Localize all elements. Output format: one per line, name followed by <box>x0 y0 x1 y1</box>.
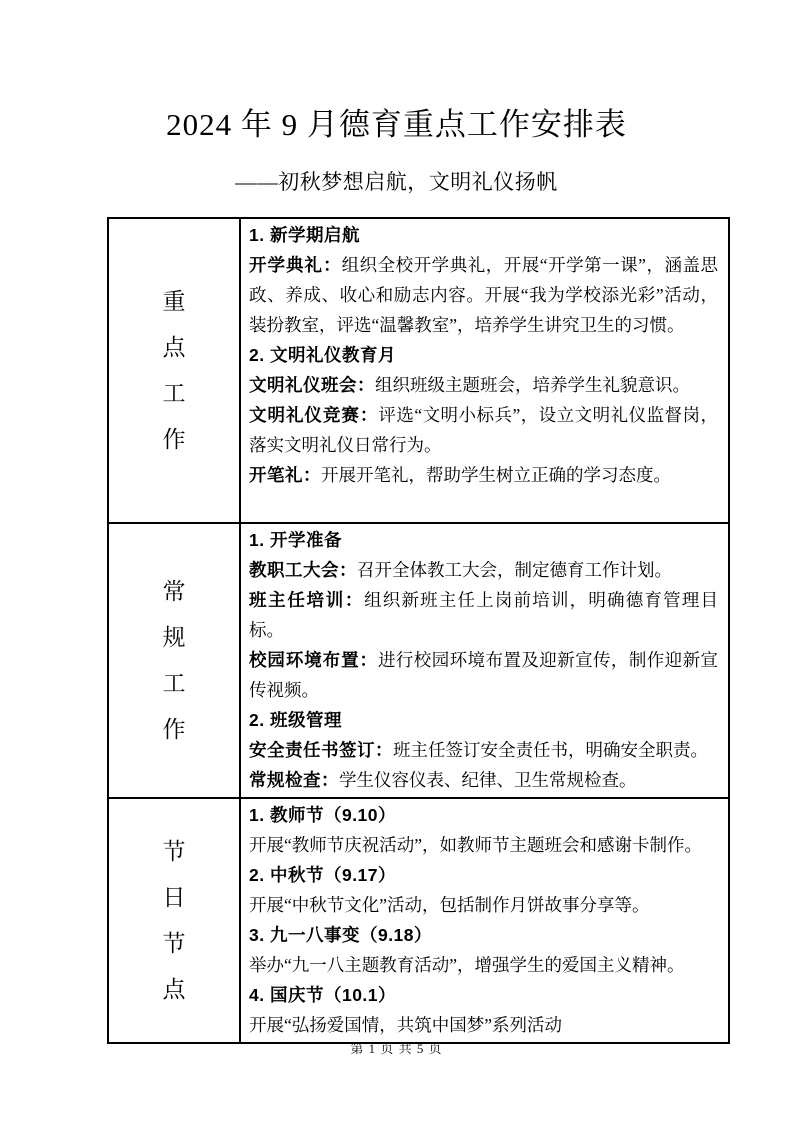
item-lead: 教职工大会： <box>249 560 357 580</box>
item-lead: 班主任培训： <box>249 590 365 610</box>
item-text: 进行校园环境布置及迎新宣传，制作迎新宣传视频。 <box>249 650 719 700</box>
item-paragraph <box>249 645 718 705</box>
item-text: 举办“九一八主题教育活动”，增强学生的爱国主义精神。 <box>249 955 685 975</box>
row-label-char: 点 <box>162 335 186 360</box>
row-label-regular-work <box>108 523 240 798</box>
item-paragraph <box>249 400 718 460</box>
page-footer: 第 1 页 共 5 页 <box>350 1041 443 1056</box>
row-label-stack <box>110 579 238 742</box>
row-content-key-work <box>240 218 729 523</box>
row-label-char: 重 <box>162 289 186 314</box>
row-label-char: 工 <box>162 671 186 696</box>
item-paragraph <box>249 585 718 645</box>
item-lead: 文明礼仪班会： <box>249 375 375 395</box>
item-paragraph <box>249 250 718 340</box>
row-label-char: 节 <box>162 839 186 864</box>
table-row-regular-work <box>108 523 729 798</box>
item-paragraph <box>249 460 718 490</box>
row-label-char: 作 <box>162 717 186 742</box>
item-text: 评选“文明小标兵”，设立文明礼仪监督岗，落实文明礼仪日常行为。 <box>249 405 718 455</box>
item-heading: 1. 开学准备 <box>249 530 342 550</box>
item-paragraph <box>249 735 718 765</box>
item-lead: 开学典礼： <box>249 255 342 275</box>
row-label-festival-nodes <box>108 798 240 1043</box>
item-text: 开展开笔礼，帮助学生树立正确的学习态度。 <box>321 465 671 485</box>
item-paragraph <box>249 1010 718 1040</box>
item-text: 组织班级主题班会，培养学生礼貌意识。 <box>375 375 690 395</box>
work-schedule-table <box>107 217 730 1044</box>
item-lead: 常规检查： <box>249 770 339 790</box>
row-label-char: 节 <box>162 931 186 956</box>
row-label-char: 规 <box>162 625 186 650</box>
item-heading: 3. 九一八事变（9.18） <box>249 925 433 945</box>
work-table-body <box>108 218 729 1043</box>
item-text: 开展“教师节庆祝活动”，如教师节主题班会和感谢卡制作。 <box>249 835 703 855</box>
item-lead: 开笔礼： <box>249 465 321 485</box>
item-lead: 安全责任书签订： <box>249 740 393 760</box>
item-paragraph <box>249 370 718 400</box>
row-label-stack <box>110 289 238 452</box>
row-label-char: 点 <box>162 977 186 1002</box>
item-heading: 1. 新学期启航 <box>249 225 360 245</box>
item-heading: 2. 文明礼仪教育月 <box>249 345 396 365</box>
item-text: 召开全体教工大会，制定德育工作计划。 <box>357 560 672 580</box>
row-label-char: 日 <box>162 885 186 910</box>
item-paragraph <box>249 950 718 980</box>
page-title: 2024 年 9 月德育重点工作安排表 <box>166 107 627 142</box>
item-heading: 2. 中秋节（9.17） <box>249 865 397 885</box>
item-heading: 1. 教师节（9.10） <box>249 805 397 825</box>
item-lead: 文明礼仪竞赛： <box>249 405 379 425</box>
row-label-char: 工 <box>162 381 186 406</box>
row-label-stack <box>110 839 238 1002</box>
item-lead: 校园环境布置： <box>249 650 378 670</box>
table-row-key-work <box>108 218 729 523</box>
item-text: 开展“中秋节文化”活动，包括制作月饼故事分享等。 <box>249 895 650 915</box>
item-text: 班主任签订安全责任书，明确安全职责。 <box>393 740 708 760</box>
row-content-festival-nodes <box>240 798 729 1043</box>
table-row-festival-nodes <box>108 798 729 1043</box>
item-paragraph <box>249 765 718 795</box>
item-heading: 2. 班级管理 <box>249 710 342 730</box>
item-text: 组织新班主任上岗前培训，明确德育管理目标。 <box>249 590 718 640</box>
page-subtitle: ——初秋梦想启航，文明礼仪扬帆 <box>235 170 558 194</box>
item-paragraph <box>249 830 718 860</box>
item-text: 学生仪容仪表、纪律、卫生常规检查。 <box>339 770 637 790</box>
item-paragraph <box>249 555 718 585</box>
item-text: 开展“弘扬爱国情，共筑中国梦”系列活动 <box>249 1015 563 1035</box>
item-heading: 4. 国庆节（10.1） <box>249 985 397 1005</box>
item-text: 组织全校开学典礼，开展“开学第一课”，涵盖思政、养成、收心和励志内容。开展“我为学校添光彩”活动，装扮教室，评选“温馨教室”，培养学生讲究卫生的习惯。 <box>249 255 718 335</box>
row-label-char: 作 <box>162 427 186 452</box>
row-label-key-work <box>108 218 240 523</box>
row-label-char: 常 <box>162 579 186 604</box>
row-content-regular-work <box>240 523 729 798</box>
item-paragraph <box>249 890 718 920</box>
